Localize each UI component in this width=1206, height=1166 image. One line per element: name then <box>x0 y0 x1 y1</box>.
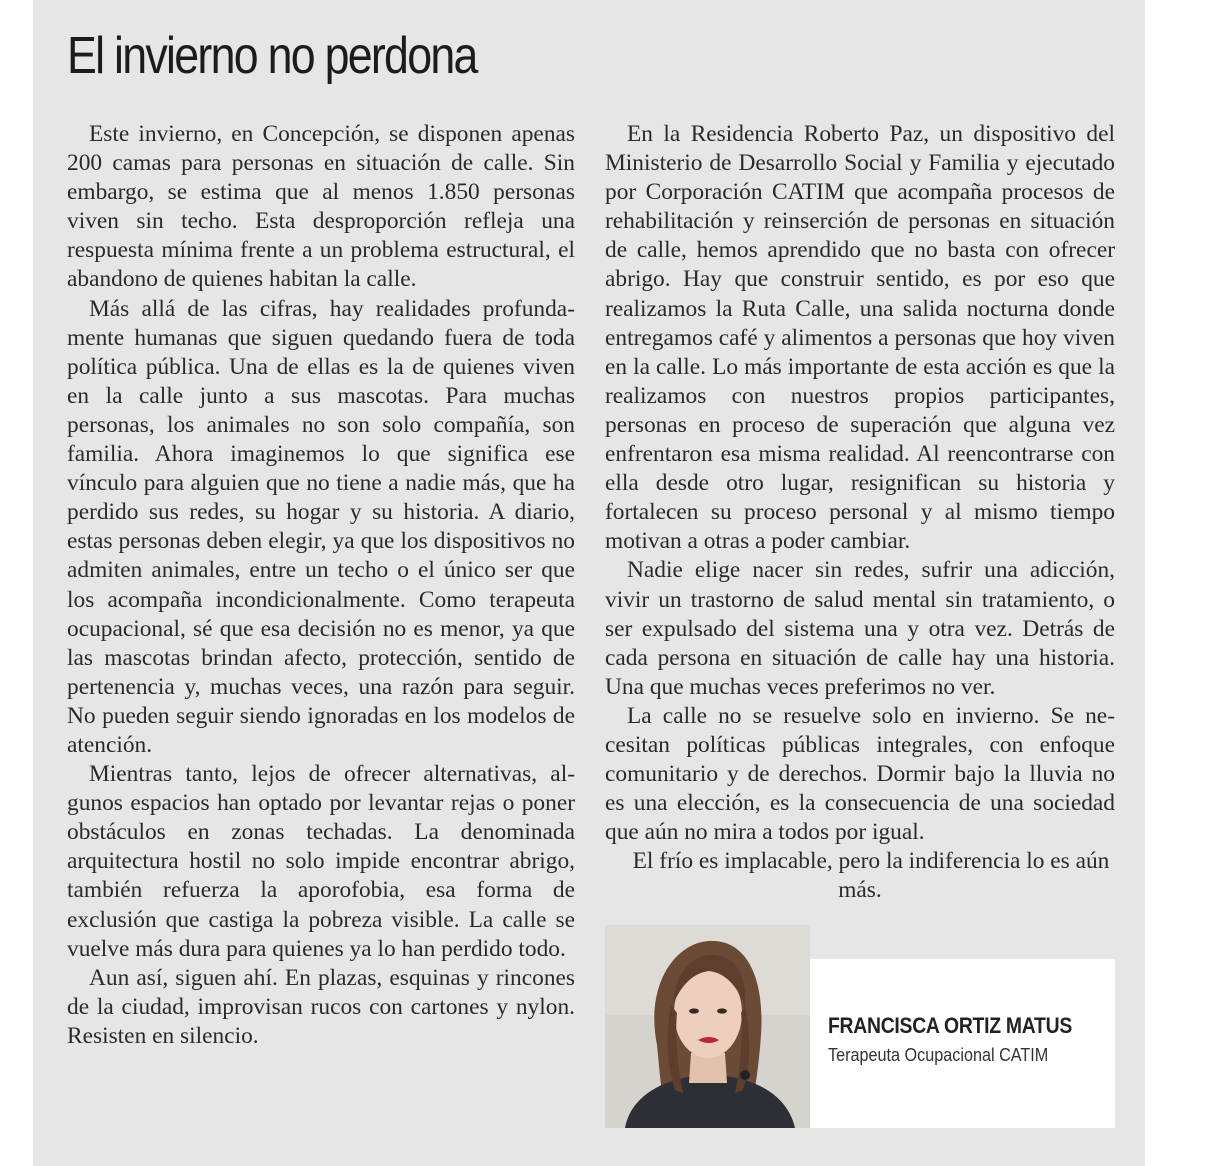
article-paragraph: Nadie elige nacer sin redes, sufrir una adicción, vivir un trastorno de salud mental sin tratamiento, o ser expulsado del sistema una y otra vez. Detrás de cada persona en situación de calle hay una historia. Una que muchas veces preferimos no ver. <box>605 557 1115 700</box>
author-role: Terapeuta Ocupacional CATIM <box>828 1045 1049 1065</box>
article-headline: El invierno no perdona <box>67 27 477 85</box>
author-photo <box>605 925 810 1128</box>
article-paragraph: Mientras tanto, lejos de ofrecer alternativas, algunos espacios han optado por levantar rejas o poner obstáculos en zonas techadas. La denominada arquitectura hostil no solo impide encontrar abrigo, también refuerza la aporofobia, esa forma de exclusión que castiga la pobreza visible. La calle se vuelve más dura para quienes ya lo han perdido todo. <box>67 761 575 962</box>
article-paragraph: Este invierno, en Concepción, se disponen apenas 200 camas para personas en situación de calle. Sin embargo, se estima que al menos 1.850 personas viven sin techo. Esta desproporción refleja una respuesta mínima frente a un problema estructural, el abandono de quienes habitan la calle. <box>67 121 575 293</box>
article-column-right <box>605 120 1115 906</box>
article-page <box>33 0 1145 1166</box>
article-paragraph: La calle no se resuelve solo en invierno. Se necesitan políticas públicas integrales, con enfoque comunitario y de derechos. Dormir bajo la lluvia no es una elección, es la consecuencia de una sociedad que aún no mira a todos por igual. <box>605 702 1115 846</box>
author-box <box>605 925 1115 1128</box>
article-closing-paragraph: El frío es implacable, pero la indiferencia lo es aún más. <box>632 848 1110 904</box>
author-card <box>810 959 1115 1128</box>
article-paragraph: Aun así, siguen ahí. En plazas, esquinas y rincones de la ciudad, improvisan rucos con cartones y nylon. Resisten en silencio. <box>67 964 575 1049</box>
article-column-left <box>67 120 575 1051</box>
author-portrait-illustration <box>605 925 810 1128</box>
article-paragraph: En la Residencia Roberto Paz, un dispositivo del Ministerio de Desarrollo Social y Familia y ejecutado por Corporación CATIM que acompaña procesos de rehabilitación y reinserción de personas en situación de calle, hemos aprendido que no basta con ofrecer abrigo. Hay que construir sentido, es por eso que realizamos la Ruta Calle, una salida nocturna donde entregamos café y alimentos a personas que hoy viven en la calle. Lo más importante de esta acción es que la realizamos con nuestros propios participantes, personas en proceso de superación que alguna vez enfrentaron esa misma realidad. Al reencontrarse con ella desde otro lugar, resignifican su historia y fortalecen su proceso personal y al mismo tiempo motivan a otras a poder cambiar. <box>605 121 1115 555</box>
article-paragraph: Más allá de las cifras, hay realidades profundamente humanas que siguen quedando fuera de toda política pública. Una de ellas es la de quienes viven en la calle junto a sus mascotas. Para muchas personas, los animales no son solo compañía, son familia. Ahora imaginemos lo que significa ese vínculo para alguien que no tiene a nadie más, que ha perdido sus redes, su hogar y su historia. A diario, estas personas deben elegir, ya que los dispositivos no admiten animales, entre un techo o el único ser que los acompaña incondicionalmente. Como terapeuta ocupacional, sé que esa decisión no es menor, ya que las mascotas brindan afecto, protección, sentido de pertenencia y, muchas veces, una razón para seguir. No pueden seguir siendo ignoradas en los modelos de atención. <box>67 295 575 758</box>
author-name: FRANCISCA ORTIZ MATUS <box>828 1013 1072 1038</box>
